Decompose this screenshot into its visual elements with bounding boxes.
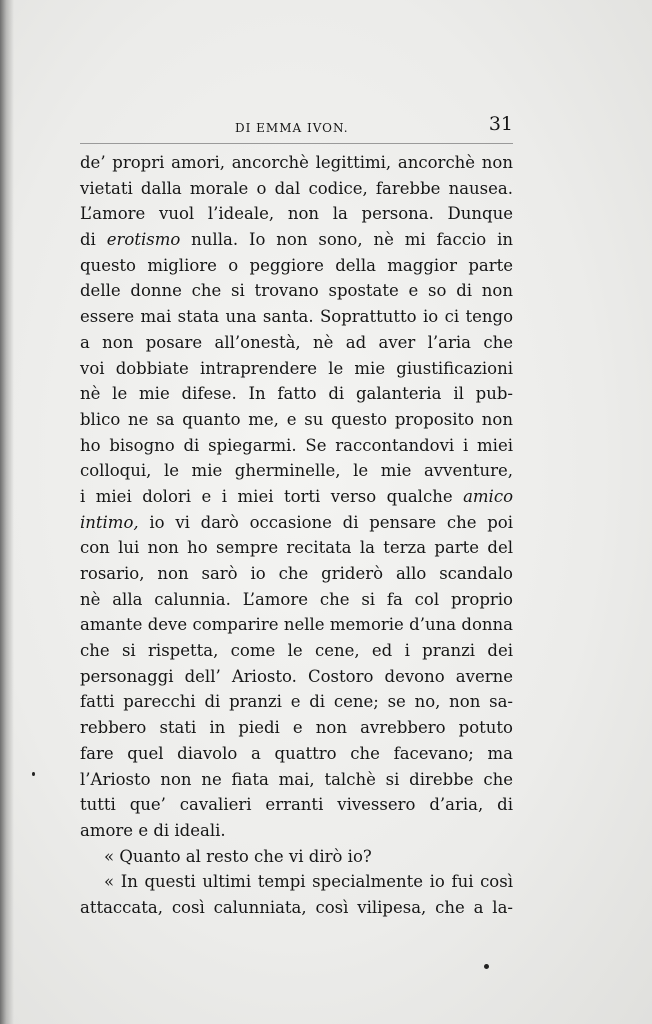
- text-line: [80, 356, 513, 382]
- binding-shadow: [0, 0, 14, 1024]
- text-line: [80, 792, 513, 818]
- text-segment: vietati dalla morale o dal codice, farebbe nausea.: [80, 178, 513, 198]
- body-text: [80, 150, 513, 921]
- page-header: [80, 113, 513, 143]
- header-rule: [80, 143, 513, 144]
- text-line: [80, 869, 513, 895]
- text-segment: questo migliore o peggiore della maggior parte: [80, 255, 513, 275]
- text-segment: che si rispetta, come le cene, ed i pranzi dei: [80, 641, 513, 661]
- text-segment: de’ propri amori, ancorchè legittimi, ancorchè non: [80, 153, 513, 172]
- text-segment: i miei dolori e i miei torti verso qualche: [80, 486, 464, 506]
- text-line: [80, 433, 513, 459]
- page-number: 31: [488, 113, 513, 135]
- paper-speck: [484, 964, 489, 969]
- text-line: [80, 510, 513, 536]
- text-line: [80, 664, 513, 690]
- text-line: [80, 895, 513, 921]
- text-line: [80, 818, 513, 844]
- text-line: [80, 767, 513, 793]
- text-segment: colloqui, le mie gherminelle, le mie avventure,: [80, 461, 513, 481]
- text-segment: tutti que’ cavalieri erranti vivessero d’aria, di: [80, 795, 513, 815]
- text-line: [80, 715, 513, 741]
- text-line: [80, 587, 513, 613]
- text-segment: nè alla calunnia. L’amore che si fa col proprio: [80, 589, 513, 609]
- text-line: [80, 381, 513, 407]
- text-segment: io vi darò occasione di pensare che poi: [138, 512, 513, 532]
- text-segment: amore e di ideali.: [80, 820, 226, 840]
- text-line: [80, 150, 513, 176]
- text-segment: delle donne che si trovano spostate e so di non: [80, 281, 513, 301]
- text-segment: essere mai stata una santa. Soprattutto io ci tengo: [80, 307, 513, 327]
- text-line: [80, 407, 513, 433]
- text-line: [80, 561, 513, 587]
- text-segment: « In questi ultimi tempi specialmente io fui così: [104, 872, 513, 892]
- text-line: [80, 278, 513, 304]
- text-line: [80, 535, 513, 561]
- text-segment: nè le mie difese. In fatto di galanteria il pub-: [80, 384, 513, 404]
- text-segment: nulla. Io non sono, nè mi faccio in: [180, 230, 513, 250]
- text-line: [80, 176, 513, 202]
- text-segment: personaggi dell’ Ariosto. Costoro devono averne: [80, 666, 513, 686]
- text-line: [80, 741, 513, 767]
- text-line: [80, 844, 513, 870]
- text-segment: di: [80, 230, 107, 250]
- text-line: [80, 253, 513, 279]
- italic-text: erotismo: [106, 230, 181, 250]
- text-line: [80, 638, 513, 664]
- text-segment: amante deve comparire nelle memorie d’una donna: [80, 615, 513, 635]
- paper-speck: [32, 772, 35, 776]
- italic-text: amico: [463, 486, 513, 506]
- text-segment: L’amore vuol l’ideale, non la persona. Dunque: [80, 204, 513, 224]
- text-line: [80, 227, 513, 253]
- text-line: [80, 201, 513, 227]
- text-segment: ho bisogno di spiegarmi. Se raccontandovi i miei: [80, 435, 513, 455]
- text-line: [80, 458, 513, 484]
- text-segment: attaccata, così calunniata, così vilipesa, che a la-: [80, 897, 513, 917]
- text-segment: voi dobbiate intraprendere le mie giustificazioni: [80, 358, 513, 378]
- running-head: DI EMMA IVON.: [235, 121, 349, 135]
- text-segment: rebbero stati in piedi e non avrebbero potuto: [80, 718, 513, 738]
- text-segment: a non posare all’onestà, nè ad aver l’aria che: [80, 332, 513, 352]
- text-segment: blico ne sa quanto me, e su questo proposito non: [80, 409, 513, 429]
- text-segment: fatti parecchi di pranzi e di cene; se no, non sa-: [80, 692, 513, 712]
- text-line: [80, 484, 513, 510]
- italic-text: intimo,: [80, 512, 139, 532]
- text-line: [80, 689, 513, 715]
- text-segment: con lui non ho sempre recitata la terza parte del: [80, 538, 513, 558]
- text-segment: rosario, non sarò io che griderò allo scandalo: [80, 564, 513, 583]
- text-line: [80, 304, 513, 330]
- text-line: [80, 612, 513, 638]
- text-segment: l’Ariosto non ne fiata mai, talchè si direbbe che: [80, 769, 513, 789]
- text-segment: fare quel diavolo a quattro che facevano; ma: [80, 743, 513, 763]
- text-segment: « Quanto al resto che vi dirò io?: [104, 846, 372, 866]
- text-line: [80, 330, 513, 356]
